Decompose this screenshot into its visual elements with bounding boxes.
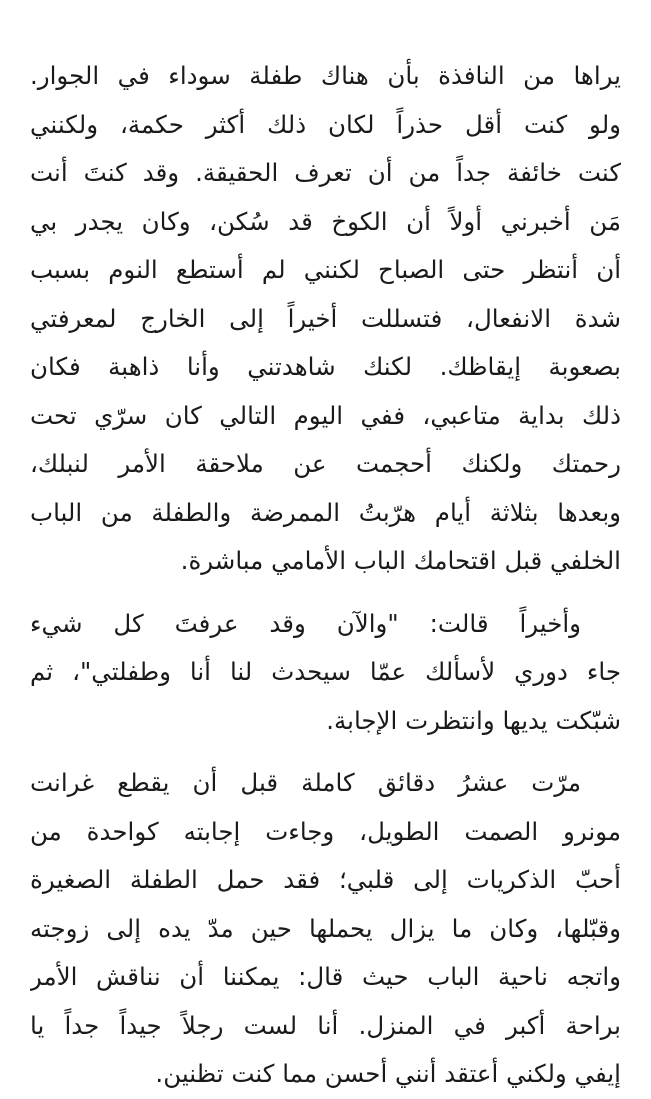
- text-line: براحة أكبر في المنزل. أنا لست رجلاً جيداً جداً يا: [30, 1010, 621, 1040]
- text-line: وقبّلها، وكان ما يزال يحملها حين مدّ يده إلى زوجته: [30, 913, 621, 943]
- text-line: مونرو الصمت الطويل، وجاءت إجابته كواحدة من: [30, 816, 621, 846]
- text-line: الخلفي قبل اقتحامك الباب الأمامي مباشرة.: [180, 546, 621, 575]
- text-line: مَن أخبرني أولاً أن الكوخ قد سُكن، وكان يجدر بي: [30, 206, 621, 236]
- text-line: شدة الانفعال، فتسللت أخيراً إلى الخارج لمعرفتي: [30, 303, 621, 333]
- text-line: ذلك بداية متاعبي، ففي اليوم التالي كان سرّي تحت: [30, 400, 621, 430]
- paragraph-spacer: [30, 745, 621, 759]
- text-line: إيفي ولكني أعتقد أنني أحسن مما كنت تظنين.: [155, 1059, 621, 1088]
- text-line: وبعدها بثلاثة أيام هرّبتُ الممرضة والطفلة من الباب: [30, 497, 621, 527]
- text-line: وأخيراً قالت: "والآن وقد عرفتَ كل شيء: [30, 608, 581, 638]
- paragraph-3: [30, 759, 621, 1099]
- text-line: كنت خائفة جداً من أن تعرف الحقيقة. وقد كنتَ أنت: [30, 158, 621, 187]
- text-line: بصعوبة إيقاظك. لكنك شاهدتني وأنا ذاهبة فكان: [30, 352, 621, 381]
- text-line: شبّكت يديها وانتظرت الإجابة.: [326, 705, 621, 735]
- text-line: ولو كنت أقل حذراً لكان ذلك أكثر حكمة، ولكنني: [30, 109, 621, 139]
- paragraph-spacer: [30, 586, 621, 600]
- text-line: أحبّ الذكريات إلى قلبي؛ فقد حمل الطفلة الصغيرة: [30, 865, 621, 894]
- paragraph-2: [30, 600, 621, 746]
- text-line: مرّت عشرُ دقائق كاملة قبل أن يقطع غرانت: [30, 768, 581, 797]
- text-body: [30, 52, 621, 1099]
- text-line: أن أنتظر حتى الصباح لكنني لم أستطع النوم بسبب: [30, 255, 621, 284]
- text-line: رحمتك ولكنك أحجمت عن ملاحقة الأمر لنبلك،: [30, 449, 621, 478]
- text-line: واتجه ناحية الباب حيث قال: يمكننا أن نناقش الأمر: [30, 962, 621, 991]
- text-line: جاء دوري لأسألك عمّا سيحدث لنا أنا وطفلتي"، ثم: [30, 657, 621, 686]
- paragraph-1: [30, 52, 621, 586]
- text-line: يراها من النافذة بأن هناك طفلة سوداء في الجوار.: [30, 61, 621, 90]
